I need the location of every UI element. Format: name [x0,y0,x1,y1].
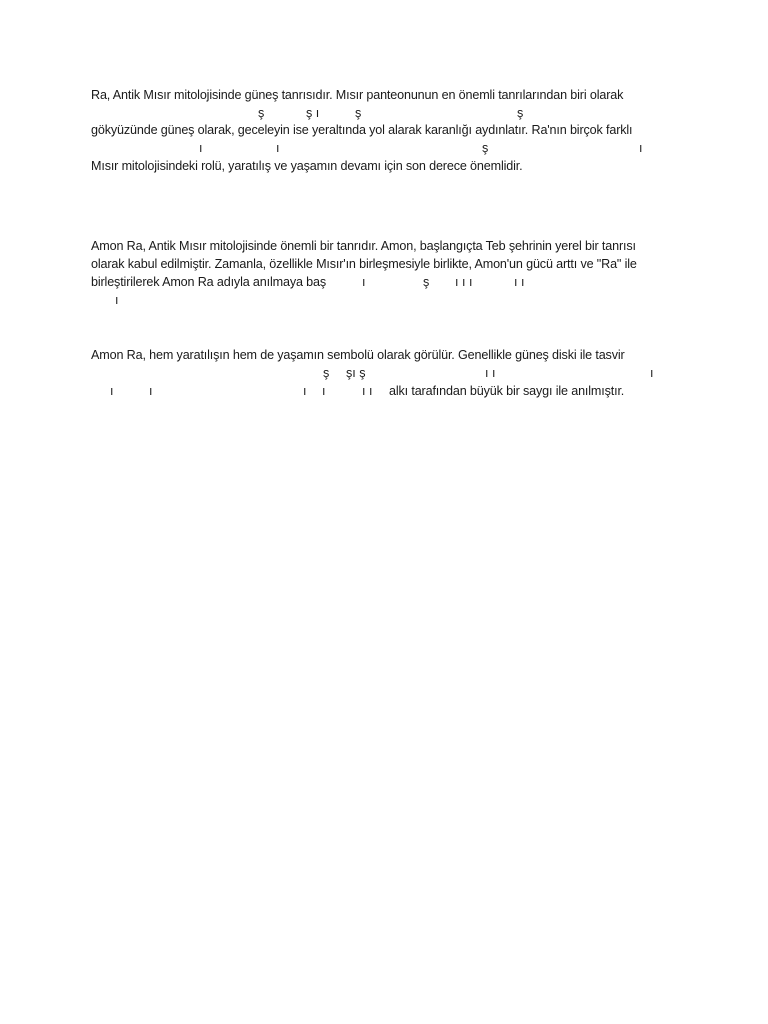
paragraph-1-fragment: ş [482,141,489,155]
paragraph-2-fragment: ı ı [514,275,525,289]
paragraph-1-fragment: ş [517,106,524,120]
paragraph-3-fragment: ı [149,384,153,398]
paragraph-1-line-2: gökyüzünde güneş olarak, geceleyin ise yeraltında yol alarak karanlığı aydınlatır. Ra'nın birçok farklı [91,123,633,137]
paragraph-1-fragment: ş [355,106,362,120]
paragraph-2-line-1: Amon Ra, Antik Mısır mitolojisinde önemli bir tanrıdır. Amon, başlangıçta Teb şehrinin yerel bir tanrısı [91,239,636,253]
paragraph-2-fragment: ı ı ı [455,275,473,289]
paragraph-3-fragment: ı ı [362,384,373,398]
paragraph-1-fragment: ş ı [306,106,320,120]
paragraph-1-fragment: ı [639,141,643,155]
paragraph-1-fragment: ş [258,106,265,120]
paragraph-3-fragment: ş [323,366,330,380]
paragraph-2-fragment: ş [423,275,430,289]
paragraph-3-fragment: ı [650,366,654,380]
paragraph-2-line-2: olarak kabul edilmiştir. Zamanla, özellikle Mısır'ın birleşmesiyle birlikte, Amon'un gücü arttı ve "Ra" ile [91,257,637,271]
paragraph-1-line-3: Mısır mitolojisindeki rolü, yaratılış ve yaşamın devamı için son derece önemlidir. [91,159,523,173]
paragraph-3-fragment: ı [110,384,114,398]
paragraph-1-fragment: ı [199,141,203,155]
paragraph-3-fragment: ı [303,384,307,398]
paragraph-1-fragment: ı [276,141,280,155]
paragraph-3-line-1: Amon Ra, hem yaratılışın hem de yaşamın sembolü olarak görülür. Genellikle güneş diski ile tasvir [91,348,625,362]
paragraph-2-fragment: ı [115,293,119,307]
paragraph-2-line-3: birleştirilerek Amon Ra adıyla anılmaya baş [91,275,327,289]
paragraph-2-fragment: ı [362,275,366,289]
paragraph-1-line-1: Ra, Antik Mısır mitolojisinde güneş tanrısıdır. Mısır panteonunun en önemli tanrılarından biri olarak [91,88,624,102]
paragraph-3-line-2: alkı tarafından büyük bir saygı ile anılmıştır. [389,384,625,398]
paragraph-3-fragment: şı ş [346,366,366,380]
paragraph-3-fragment: ı ı [485,366,496,380]
paragraph-3-fragment: ı [322,384,326,398]
